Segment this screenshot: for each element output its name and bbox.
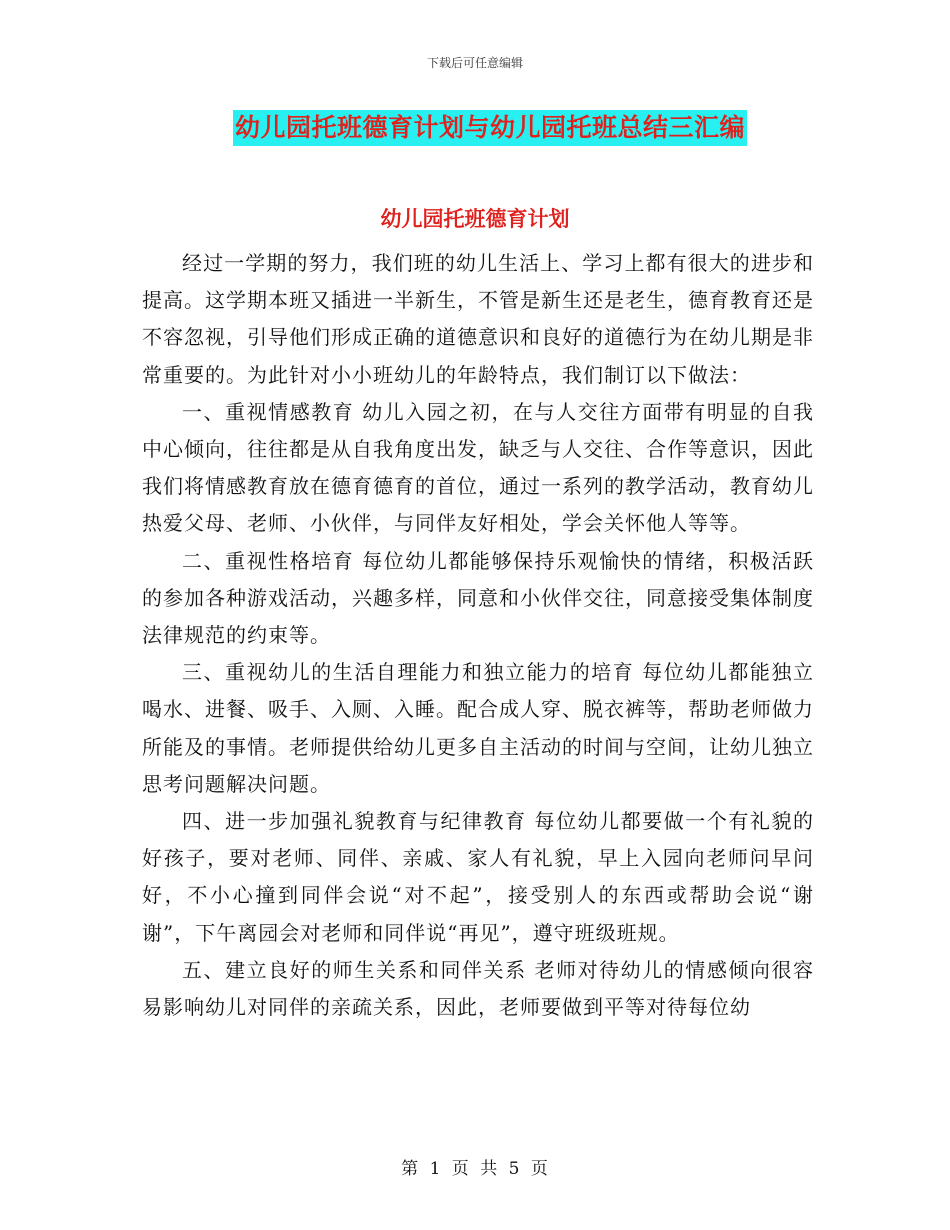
header-note: 下载后可任意编辑	[426, 56, 523, 70]
paragraph-self-care-ability: 三、重视幼儿的生活自理能力和独立能力的培育 每位幼儿都能独立喝水、进餐、吸手、入厕、入睡。配合成人穿、脱衣裤等，帮助老师做力所能及的事情。老师提供给幼儿更多自主活动的时间与空间，让幼儿独立思考问题解决问题。	[142, 660, 814, 796]
section-title: 幼儿园托班德育计划	[380, 207, 570, 231]
page-number-footer: 第 1 页 共 5 页	[401, 1159, 549, 1179]
document-title: 幼儿园托班德育计划与幼儿园托班总结三汇编	[233, 110, 747, 146]
paragraph-character-cultivation: 二、重视性格培育 每位幼儿都能够保持乐观愉快的情绪，积极活跃的参加各种游戏活动，兴趣多样，同意和小伙伴交往，同意接受集体制度法律规范的约束等。	[142, 548, 814, 648]
paragraph-etiquette-discipline: 四、进一步加强礼貌教育与纪律教育 每位幼儿都要做一个有礼貌的好孩子，要对老师、同伴、亲戚、家人有礼貌，早上入园向老师问早问好，不小心撞到同伴会说“对不起”，接受别人的东西或帮助会说“谢谢”，下午离园会对老师和同伴说“再见”，遵守班级班规。	[142, 809, 814, 945]
paragraph-intro: 经过一学期的努力，我们班的幼儿生活上、学习上都有很大的进步和提高。这学期本班又插进一半新生，不管是新生还是老生，德育教育还是不容忽视，引导他们形成正确的道德意识和良好的道德行为在幼儿期是非常重要的。为此针对小小班幼儿的年龄特点，我们制订以下做法：	[142, 251, 814, 387]
paragraph-emotional-education: 一、重视情感教育 幼儿入园之初，在与人交往方面带有明显的自我中心倾向，往往都是从自我角度出发，缺乏与人交往、合作等意识，因此我们将情感教育放在德育德育的首位，通过一系列的教学活动，教育幼儿热爱父母、老师、小伙伴，与同伴友好相处，学会关怀他人等等。	[142, 399, 814, 536]
paragraph-teacher-peer-relations: 五、建立良好的师生关系和同伴关系 老师对待幼儿的情感倾向很容易影响幼儿对同伴的亲疏关系，因此，老师要做到平等对待每位幼	[142, 957, 814, 1020]
document-body	[142, 245, 814, 1026]
